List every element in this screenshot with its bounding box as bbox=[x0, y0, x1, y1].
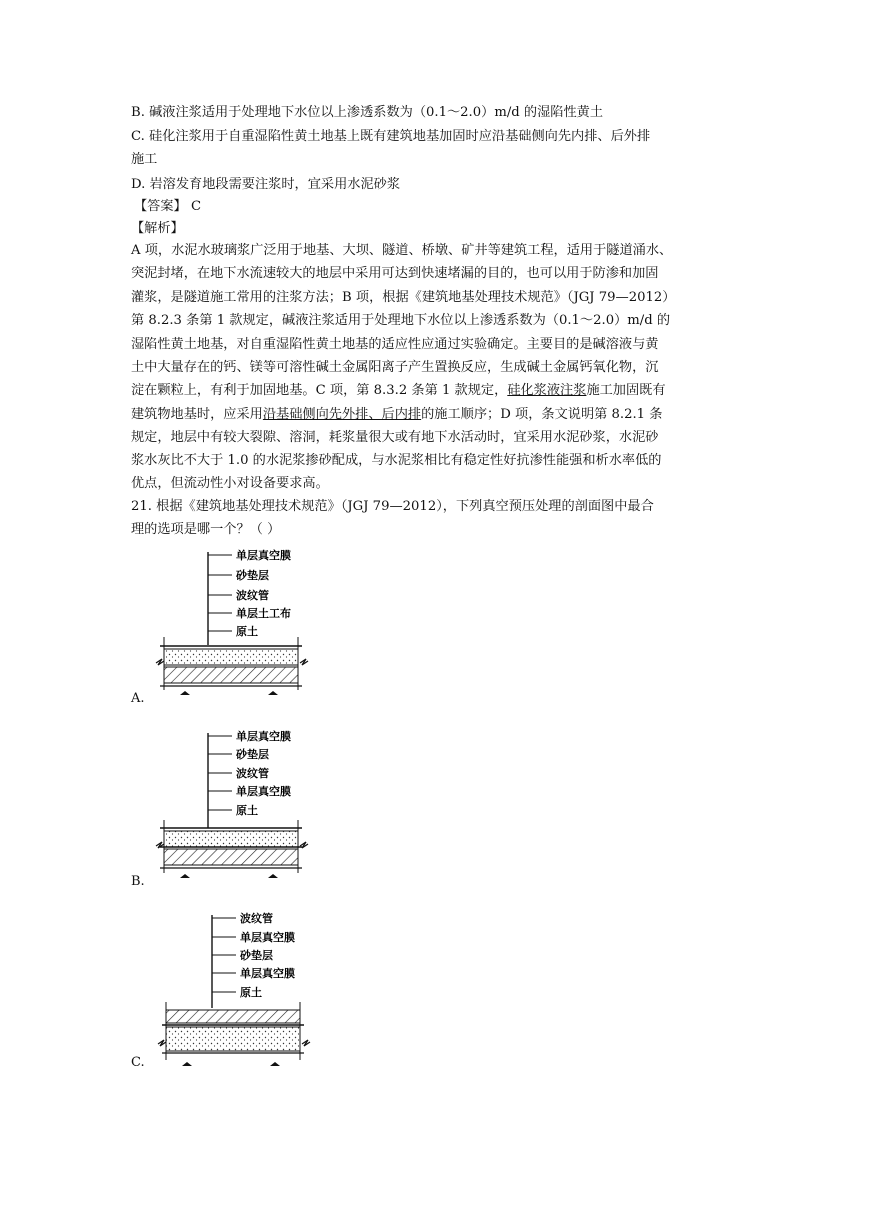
figure-b-label: B. bbox=[131, 874, 145, 889]
analysis-text: 施工加固既有 bbox=[586, 383, 666, 398]
layer-label: 波纹管 bbox=[236, 589, 269, 602]
figure-a-section bbox=[150, 545, 320, 710]
layer-label: 原土 bbox=[240, 986, 262, 999]
analysis-line bbox=[131, 381, 741, 401]
figure-b-section bbox=[150, 728, 320, 893]
question-line: 21. 根据《建筑地基处理技术规范》（JGJ 79—2012），下列真空预压处理的剖面图中最合 bbox=[131, 499, 654, 514]
layer-label: 波纹管 bbox=[240, 912, 273, 925]
layer-label: 单层真空膜 bbox=[236, 549, 291, 562]
answer-line: 【答案】 C bbox=[134, 199, 202, 214]
layer-label: 单层真空膜 bbox=[236, 785, 291, 798]
layer-label: 单层真空膜 bbox=[240, 967, 295, 980]
analysis-line: 规定，地层中有较大裂隙、溶洞，耗浆量很大或有地下水活动时，宜采用水泥砂浆，水泥砂 bbox=[131, 430, 659, 445]
figure-c-label: C. bbox=[131, 1055, 145, 1070]
layer-label: 单层土工布 bbox=[236, 607, 291, 620]
analysis-line: 优点，但流动性小对设备要求高。 bbox=[131, 476, 329, 491]
figure-c-section bbox=[150, 910, 325, 1075]
analysis-line: 浆水灰比不大于 1.0 的水泥浆掺砂配成，与水泥浆相比有稳定性好抗渗性能强和析水率低的 bbox=[131, 453, 662, 468]
layer-label: 原土 bbox=[236, 625, 258, 638]
analysis-line: 第 8.2.3 条第 1 款规定，碱液注浆适用于处理地下水位以上渗透系数为（0.1～2.0）m/d 的 bbox=[131, 313, 671, 328]
analysis-line: A 项，水泥水玻璃浆广泛用于地基、大坝、隧道、桥墩、矿井等建筑工程，适用于隧道涌水、 bbox=[131, 243, 673, 258]
option-d-prev: D. 岩溶发育地段需要注浆时，宜采用水泥砂浆 bbox=[131, 177, 401, 192]
analysis-line: 土中大量存在的钙、镁等可溶性碱土金属阳离子产生置换反应，生成碱土金属钙氧化物，沉 bbox=[131, 360, 659, 375]
underlined-text: 硅化浆液注浆 bbox=[507, 383, 587, 398]
analysis-title: 【解析】 bbox=[131, 221, 184, 236]
analysis-line: 灌浆，是隧道施工常用的注浆方法；B 项，根据《建筑地基处理技术规范》（JGJ 79—2012） bbox=[131, 290, 676, 305]
layer-label: 单层真空膜 bbox=[236, 730, 291, 743]
option-c-prev-line1: C. 硅化注浆用于自重湿陷性黄土地基上既有建筑地基加固时应沿基础侧向先内排、后外排 bbox=[131, 129, 651, 144]
layer-label: 砂垫层 bbox=[240, 949, 273, 962]
analysis-line bbox=[131, 405, 741, 425]
analysis-text: 的施工顺序；D 项，条文说明第 8.2.1 条 bbox=[421, 407, 663, 422]
layer-label: 原土 bbox=[236, 804, 258, 817]
analysis-text: 淀在颗粒上，有利于加固地基。C 项，第 8.3.2 条第 1 款规定， bbox=[131, 383, 508, 398]
layer-label: 单层真空膜 bbox=[240, 931, 295, 944]
option-b-prev: B. 碱液注浆适用于处理地下水位以上渗透系数为（0.1～2.0）m/d 的湿陷性黄土 bbox=[131, 105, 604, 120]
layer-label: 波纹管 bbox=[236, 767, 269, 780]
option-c-prev-line2: 施工 bbox=[131, 152, 158, 167]
question-line: 理的选项是哪一个？（ ） bbox=[131, 522, 281, 537]
analysis-line: 湿陷性黄土地基，对自重湿陷性黄土地基的适应性应通过实验确定。主要目的是碱溶液与黄 bbox=[131, 337, 659, 352]
analysis-line: 突泥封堵，在地下水流速较大的地层中采用可达到快速堵漏的目的，也可以用于防渗和加固 bbox=[131, 266, 659, 281]
layer-label: 砂垫层 bbox=[236, 569, 269, 582]
analysis-text: 建筑物地基时，应采用 bbox=[131, 407, 263, 422]
underlined-text: 沿基础侧向先外排、后内排 bbox=[262, 407, 422, 422]
figure-a-label: A. bbox=[131, 691, 145, 706]
layer-label: 砂垫层 bbox=[236, 748, 269, 761]
